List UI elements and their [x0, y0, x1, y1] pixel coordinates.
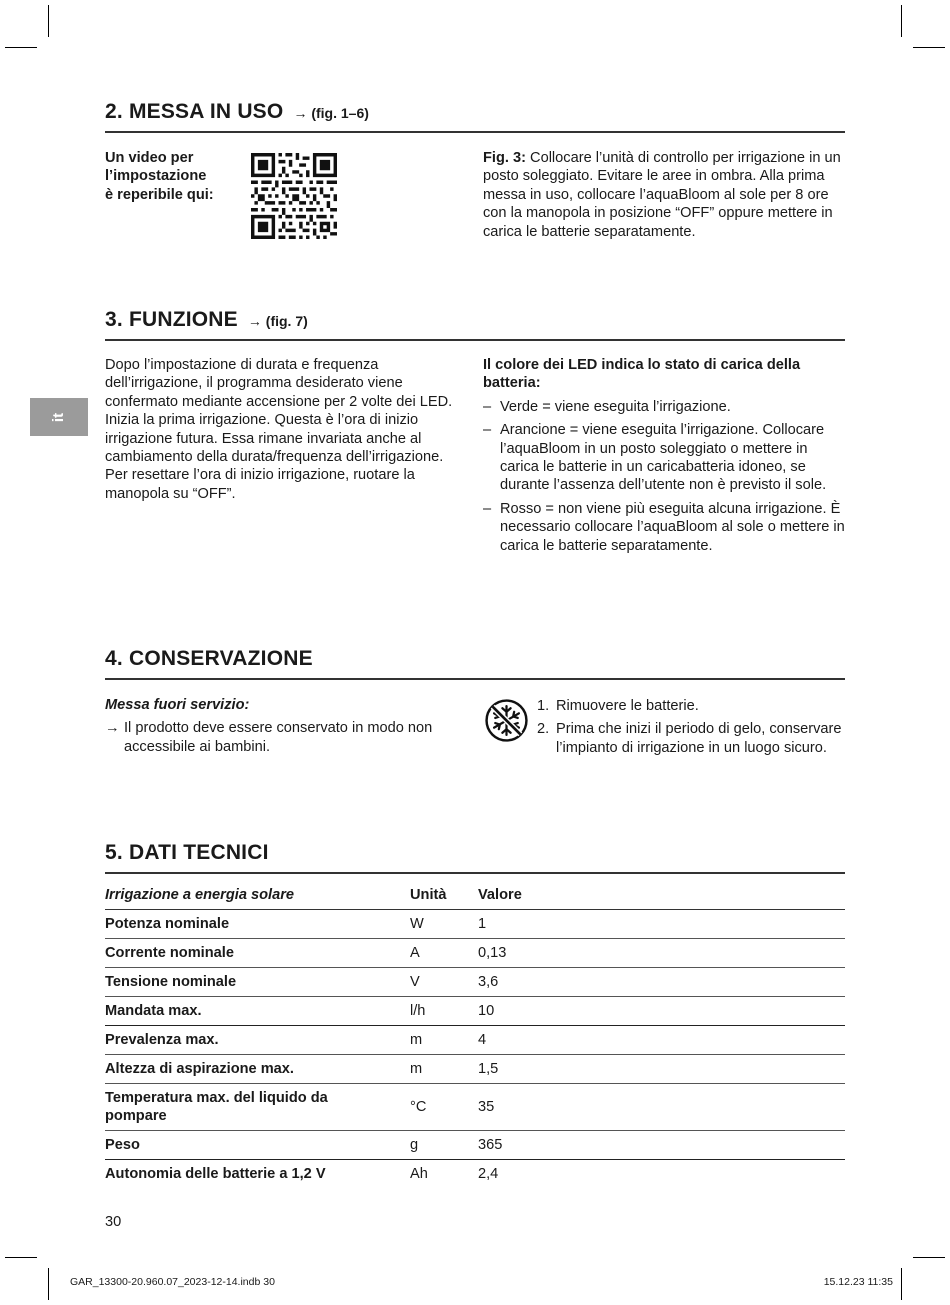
spec-unit: m	[410, 1026, 478, 1055]
storage-note-text: Il prodotto deve essere conservato in modo non accessibile ai bambini.	[124, 720, 433, 755]
led-item-text: Arancione = viene eseguita l’irrigazione. Collocare l’aquaBloom in un posto soleggiato o mettere in carica le batterie in un caricabatteria idoneo, se durante l’assenza dell’utente non è previsto il sole.	[500, 422, 827, 494]
section-5-rule	[105, 872, 845, 874]
spec-value: 1	[478, 910, 845, 939]
steps-list	[537, 697, 847, 757]
fig-3-description	[483, 149, 845, 241]
video-note	[105, 149, 245, 204]
led-item-text: Verde = viene eseguita l’irrigazione.	[500, 398, 731, 415]
led-heading: Il colore dei LED indica lo stato di carica della batteria:	[483, 357, 801, 392]
language-tab-label: it	[50, 412, 68, 422]
list-item	[483, 500, 848, 555]
spec-value: 0,13	[478, 939, 845, 968]
spec-name: Tensione nominale	[105, 968, 410, 997]
spec-unit: W	[410, 910, 478, 939]
qr-code[interactable]	[251, 153, 337, 239]
list-item	[483, 421, 848, 495]
language-tab	[30, 398, 88, 436]
spec-name: Prevalenza max.	[105, 1026, 410, 1055]
led-item-text: Rosso = non viene più eseguita alcuna irrigazione. È necessario collocare l’aquaBloom al sole o mettere in carica le batterie separatamente.	[500, 500, 845, 554]
fig-3-text: Collocare l’unità di controllo per irrigazione in un posto soleggiato. Evitare le aree in ombra. Alla prima messa in uso, collocare l’aquaBloom al sole per 8 ore con la manopola in posizione “OFF” oppure mettere in carica le batterie separatamente.	[483, 150, 841, 240]
section-2-title: 2. MESSA IN USO	[105, 100, 284, 123]
crop-mark	[913, 47, 945, 48]
section-2-ref: → (fig. 1–6)	[293, 105, 369, 121]
video-line: Un video per	[105, 150, 194, 166]
spec-value: 3,6	[478, 968, 845, 997]
video-line: è reperibile qui:	[105, 186, 214, 203]
col-header: Unità	[410, 882, 478, 910]
crop-mark	[901, 5, 902, 37]
table-row	[105, 997, 845, 1026]
table-row	[105, 910, 845, 939]
spec-unit: °C	[410, 1084, 478, 1131]
table-row	[105, 968, 845, 997]
section-4-rule	[105, 678, 845, 680]
step-number: 1.	[537, 698, 550, 714]
table-row	[105, 1055, 845, 1084]
crop-mark	[48, 5, 49, 37]
section-2-rule	[105, 131, 845, 133]
spec-name: Temperatura max. del liquido da pompare	[105, 1084, 410, 1131]
storage-item	[105, 719, 467, 756]
video-line: l’impostazione	[105, 168, 207, 185]
storage-note	[105, 696, 467, 756]
crop-mark	[5, 47, 37, 48]
dash-marker: –	[483, 422, 492, 439]
spec-name: Altezza di aspirazione max.	[105, 1055, 410, 1084]
crop-mark	[913, 1257, 945, 1258]
col-header: Valore	[478, 882, 845, 910]
function-description: Dopo l’impostazione di durata e frequenza dell’irrigazione, il programma desiderato viene confermato mediante accensione per 2 volte dei LED. Inizia la prima irrigazione. Questa è l’ora di inizio irrigazione futura. Essa rimane invariata anche al cambiamento della durata/frequenza dell’irrigazione. Per resettare l’ora di inizio irrigazione, ruotare la manopola su “OFF”.	[105, 357, 453, 502]
section-3-heading	[105, 308, 308, 332]
spec-value: 1,5	[478, 1055, 845, 1084]
section-5-heading	[105, 841, 269, 865]
spec-unit: A	[410, 939, 478, 968]
list-item	[537, 697, 847, 715]
table-row	[105, 1026, 845, 1055]
spec-value: 35	[478, 1084, 845, 1131]
dash-marker: –	[483, 500, 492, 517]
tech-data-table	[105, 882, 845, 1188]
section-5-title: 5. DATI TECNICI	[105, 841, 269, 864]
footer-timestamp: 15.12.23 11:35	[823, 1276, 893, 1288]
spec-unit: m	[410, 1055, 478, 1084]
table-row	[105, 1160, 845, 1189]
spec-value: 4	[478, 1026, 845, 1055]
spec-value: 10	[478, 997, 845, 1026]
spec-name: Autonomia delle batterie a 1,2 V	[105, 1166, 326, 1182]
section-2-heading	[105, 100, 369, 124]
col-header: Irrigazione a energia solare	[105, 882, 410, 910]
arrow-icon: →	[105, 720, 120, 737]
fig-3-label: Fig. 3:	[483, 150, 526, 166]
step-number: 2.	[537, 721, 550, 738]
table-row	[105, 939, 845, 968]
section-3-ref: → (fig. 7)	[247, 313, 308, 329]
section-4-title: 4. CONSERVAZIONE	[105, 647, 313, 670]
page-number: 30	[105, 1214, 122, 1230]
footer-file-info: GAR_13300-20.960.07_2023-12-14.indb 30	[70, 1276, 275, 1288]
spec-unit: V	[410, 968, 478, 997]
crop-mark	[901, 1268, 902, 1300]
no-frost-icon	[484, 698, 529, 743]
spec-value: 365	[478, 1131, 845, 1160]
spec-unit: g	[410, 1131, 478, 1160]
spec-name: Mandata max.	[105, 997, 410, 1026]
step-text: Prima che inizi il periodo di gelo, conservare l’impianto di irrigazione in un luogo sicuro.	[556, 721, 842, 756]
table-row	[105, 1084, 845, 1131]
spec-unit: Ah	[410, 1166, 428, 1182]
table-row	[105, 1131, 845, 1160]
spec-name: Potenza nominale	[105, 910, 410, 939]
list-item	[483, 398, 848, 416]
storage-steps	[537, 697, 847, 762]
section-3-title: 3. FUNZIONE	[105, 308, 238, 331]
table-header-row	[105, 882, 845, 910]
spec-unit: l/h	[410, 997, 478, 1026]
spec-name: Peso	[105, 1131, 410, 1160]
crop-mark	[48, 1268, 49, 1300]
section-4-heading	[105, 647, 313, 671]
dash-marker: –	[483, 398, 492, 415]
led-info	[483, 356, 848, 560]
spec-value: 2,4	[478, 1166, 499, 1182]
storage-subheading: Messa fuori servizio:	[105, 697, 250, 713]
list-item	[537, 720, 847, 757]
section-3-rule	[105, 339, 845, 341]
crop-mark	[5, 1257, 37, 1258]
led-list	[483, 398, 848, 555]
step-text: Rimuovere le batterie.	[556, 698, 699, 714]
spec-name: Corrente nominale	[105, 939, 410, 968]
